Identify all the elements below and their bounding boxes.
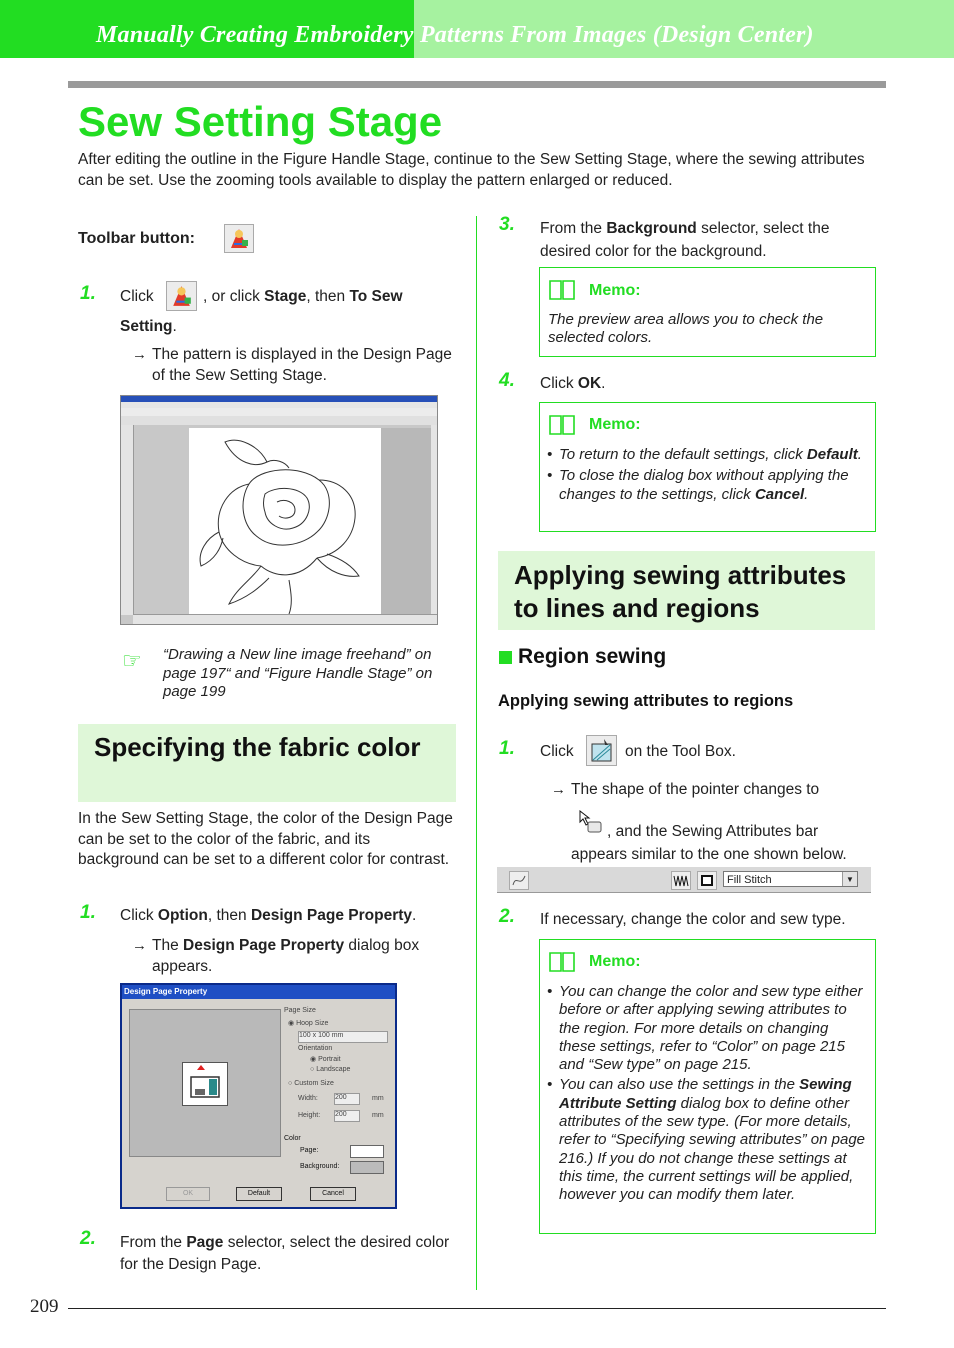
- width-value: 200: [335, 1094, 347, 1101]
- memo-box: [539, 939, 876, 1234]
- hoop-size-radio[interactable]: ◉ Hoop Size: [288, 1020, 329, 1027]
- sew-setting-stage-screenshot: [120, 395, 438, 625]
- step-number: 2.: [499, 906, 515, 927]
- step2-pre: From the: [120, 1234, 183, 1251]
- period: .: [412, 907, 417, 924]
- height-value: 200: [335, 1111, 347, 1118]
- ok-button[interactable]: OK: [166, 1187, 210, 1201]
- line-stitch-icon: [510, 872, 528, 889]
- result-arrow-icon: →: [551, 781, 566, 798]
- preview-page: [182, 1062, 228, 1106]
- click-word: Click: [120, 907, 154, 924]
- step3-pre: From the: [540, 220, 603, 237]
- reference-hand-icon: ☞: [122, 648, 142, 673]
- vertical-scrollbar: [431, 425, 438, 615]
- step4-text: [540, 374, 605, 395]
- background-color-label: Background:: [300, 1163, 340, 1170]
- hoop-size-select[interactable]: [298, 1031, 388, 1043]
- memo-box: [539, 402, 876, 532]
- memo-heading: Memo:: [589, 282, 641, 299]
- fill-pattern-button[interactable]: [671, 871, 691, 890]
- stage-menu-ref: Stage: [264, 288, 307, 305]
- landscape-label: Landscape: [316, 1066, 351, 1073]
- page-selector-ref: Page: [186, 1234, 224, 1251]
- memo-book-icon: [548, 413, 576, 437]
- step-number: 3.: [499, 214, 515, 235]
- dialog-name-ref: Design Page Property: [183, 937, 345, 954]
- chevron-down-icon[interactable]: ▼: [842, 872, 857, 886]
- stitch-pattern-icon: [672, 872, 690, 889]
- cancel-button[interactable]: Cancel: [310, 1187, 356, 1201]
- fabric-color-intro: In the Sew Setting Stage, the color of the Design Page can be set to the color of the fabric, and its background can be set to a different color for contrast.: [78, 810, 453, 868]
- sew-type-value: Fill Stitch: [727, 874, 772, 886]
- step1-result: The pattern is displayed in the Design Page of the Sew Setting Stage.: [152, 346, 452, 384]
- result-pre: The: [152, 937, 179, 954]
- portrait-radio[interactable]: ◉ Portrait: [310, 1056, 341, 1063]
- hoop-size-value: 100 x 100 mm: [299, 1032, 344, 1039]
- preview-area: [129, 1009, 281, 1157]
- memo-bullet: • To return to the default settings, click Default. • To close the dialog box without applying the changes to the settings, click Cancel.: [547, 446, 862, 503]
- line-sew-type-button[interactable]: [509, 871, 529, 890]
- column-divider: [476, 216, 477, 1290]
- step-number: 4.: [499, 370, 515, 391]
- subsection-square-icon: [499, 651, 512, 664]
- design-page: [189, 428, 381, 614]
- rose-outline-image: [189, 428, 381, 614]
- rstep1-result1: The shape of the pointer changes to: [571, 781, 820, 798]
- toolbar-label: Toolbar button:: [78, 230, 195, 247]
- design-page-property-ref: Design Page Property: [250, 907, 413, 924]
- app-toolbar-2: [121, 416, 438, 425]
- result-arrow-icon: →: [132, 937, 147, 954]
- rstep1-result2: [571, 820, 871, 866]
- option-menu-ref: Option: [157, 907, 208, 924]
- rstep1-post: on the Tool Box.: [625, 743, 736, 760]
- header-title: Manually Creating Embroidery Patterns From Images (Design Center): [96, 22, 814, 48]
- memo-text: The preview area allows you to check the selected colors.: [548, 311, 824, 347]
- height-label: Height:: [298, 1112, 321, 1119]
- tool-box: [121, 425, 134, 615]
- memo-book-icon: [548, 278, 576, 302]
- region-sewing-heading: Region sewing: [518, 645, 667, 668]
- applying-regions-subheading: Applying sewing attributes to regions: [498, 692, 794, 710]
- step3-text: [540, 218, 870, 263]
- sewing-attribute-setting-ref: Sewing Attribute Setting: [559, 1076, 852, 1112]
- color-label: Color: [284, 1135, 301, 1142]
- memo-heading: Memo:: [589, 416, 641, 433]
- period: .: [172, 318, 177, 335]
- background-area: [381, 428, 431, 614]
- period: .: [601, 375, 606, 392]
- fabric-step1-text: [120, 906, 416, 927]
- step-number: 1.: [499, 738, 515, 759]
- sewing-machine-icon: [183, 1063, 227, 1105]
- region-fill-icon: [587, 736, 616, 765]
- applying-attributes-section-title: Applying sewing attributes to lines and regions: [514, 560, 847, 623]
- default-button[interactable]: Default: [236, 1187, 282, 1201]
- rstep2-text: If necessary, change the color and sew type.: [540, 911, 846, 928]
- memo-book-icon: [548, 950, 576, 974]
- design-page-property-dialog: [120, 983, 397, 1209]
- step1-pre: Click: [120, 288, 154, 305]
- step-number: 1.: [80, 902, 96, 923]
- step4-pre: Click: [540, 375, 574, 392]
- period: .: [804, 485, 809, 503]
- fabric-step2-text: [120, 1232, 450, 1276]
- page-size-label: Page Size: [284, 1007, 316, 1014]
- page-color-select[interactable]: [350, 1145, 384, 1158]
- period: .: [857, 446, 862, 463]
- orientation-label: Orientation: [298, 1045, 333, 1052]
- fabric-step1-result: [152, 936, 452, 977]
- result-post: dialog box appears.: [152, 937, 420, 975]
- default-button-ref: Default: [806, 446, 858, 463]
- background-selector-ref: Background: [606, 220, 697, 237]
- custom-size-label: Custom Size: [294, 1080, 334, 1087]
- fabric-color-section-title: Specifying the fabric color: [94, 732, 421, 762]
- width-label: Width:: [298, 1095, 318, 1102]
- memo3-b2-pre: You can also use the settings in the: [559, 1076, 795, 1094]
- memo3-b1: You can change the color and sew type either before or after applying sewing attributes to the region. For more details on changing these settings, refer to “Color” on page 215 and “Sew type” on page 215.: [559, 983, 863, 1074]
- custom-size-radio[interactable]: ○ Custom Size: [288, 1080, 334, 1087]
- memo-b1-pre: To return to the default settings, click: [559, 446, 803, 463]
- hoop-size-label: Hoop Size: [296, 1020, 329, 1027]
- sew-setting-stage-icon: [167, 282, 196, 310]
- cancel-button-ref: Cancel: [754, 485, 805, 503]
- ok-button-ref: OK: [577, 375, 602, 392]
- color-swatch-icon: [698, 872, 716, 889]
- sew-setting-button[interactable]: [166, 281, 197, 311]
- height-unit: mm: [372, 1112, 384, 1119]
- step1-mid: , or click: [203, 288, 260, 305]
- region-color-button[interactable]: [697, 871, 717, 890]
- memo-heading: Memo:: [589, 953, 641, 970]
- sew-setting-stage-icon: [225, 225, 253, 252]
- tosew-menu-ref: To Sew: [349, 288, 403, 305]
- step3-post: selector, select the desired color for the background.: [540, 220, 830, 260]
- step1-then: , then: [306, 288, 346, 305]
- memo-bullet: • You can change the color and sew type either before or after applying sewing attributes to the region. For more details on changing these settings, refer to “Color” on page 215 and “Sew type” on page 215. • You can also use the settings in the Sewing Attribute Setting dialog box to define other attributes of the sew type. (For more details, refer to “Specifying sewing attributes” on page 216.) If you do not change these settings at this time, the current settings will be applied, however you can modify them later.: [547, 983, 869, 1205]
- page-title: Sew Setting Stage: [78, 98, 443, 145]
- step-number: 2.: [80, 1228, 96, 1249]
- rstep1-pre: Click: [540, 743, 574, 760]
- width-input[interactable]: [334, 1093, 360, 1105]
- step2-post: selector, select the desired color for the Design Page.: [120, 1234, 450, 1273]
- dialog-titlebar: Design Page Property: [122, 985, 397, 999]
- sewing-attributes-bar: [497, 866, 871, 893]
- intro-paragraph: After editing the outline in the Figure Handle Stage, continue to the Sew Setting Stage, where the sewing attributes can be set. Use the zooming tools available to display the pattern enlarged or reduced.: [78, 151, 865, 189]
- reference-text: “Drawing a New line image freehand” on page 197“ and “Figure Handle Stage” on page 199: [163, 646, 433, 700]
- sew-setting-toolbar-button[interactable]: [224, 224, 254, 253]
- memo-b2-pre: To close the dialog box without applying the changes to the settings, click: [559, 467, 849, 503]
- background-color-select[interactable]: [350, 1161, 384, 1174]
- height-input[interactable]: [334, 1110, 360, 1122]
- step1-text: [203, 287, 403, 308]
- tosew-menu-ref-2: Setting: [120, 318, 173, 335]
- top-rule: [68, 81, 886, 88]
- status-bar: [133, 614, 438, 625]
- page-number: 209: [30, 1296, 59, 1317]
- then-word: , then: [207, 907, 247, 924]
- sew-type-select[interactable]: [723, 871, 858, 887]
- rstep1-result2-text: , and the Sewing Attributes bar appears similar to the one shown below.: [571, 823, 847, 863]
- step-number: 1.: [80, 283, 96, 304]
- result-arrow-icon: →: [132, 346, 147, 363]
- portrait-label: Portrait: [318, 1056, 341, 1063]
- landscape-radio[interactable]: ○ Landscape: [310, 1066, 351, 1073]
- step1-cont: [120, 317, 177, 338]
- width-unit: mm: [372, 1095, 384, 1102]
- region-sewing-tool-button[interactable]: [586, 735, 617, 766]
- page-color-label: Page:: [300, 1147, 319, 1154]
- memo3-b2-post: dialog box to define other attributes of the sew type. (For more details, refer to “Specifying sewing attributes” on page 216.) If you do not change these settings at this time, the current settings will be applied, however you can modify them later.: [559, 1094, 865, 1204]
- memo-box: [539, 267, 876, 357]
- footer-rule: [68, 1308, 886, 1309]
